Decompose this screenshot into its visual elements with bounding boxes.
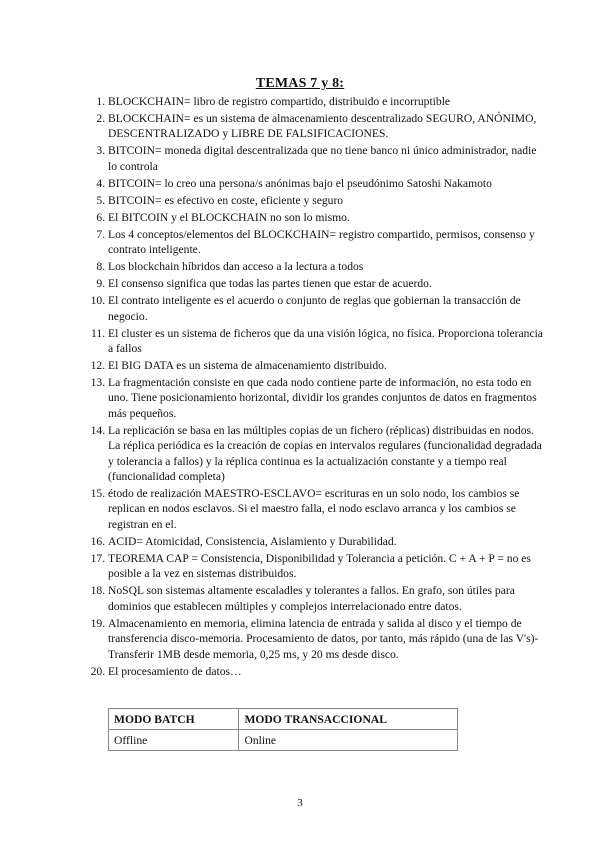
list-item-8: 8. Los blockchain híbridos dan acceso a la lectura a todos	[108, 259, 548, 274]
list-item-12: 12. El BIG DATA es un sistema de almacenamiento distribuido.	[108, 358, 548, 373]
list-item-11: 11. El cluster es un sistema de ficheros que da una visión lógica, no física. Proporciona tolerancia a fallos	[108, 326, 548, 357]
processing-modes-table	[108, 708, 458, 751]
list-item-5: 5. BITCOIN= es efectivo en coste, eficiente y seguro	[108, 193, 548, 208]
cell-batch-value: Offline	[109, 730, 239, 751]
numbered-list	[84, 94, 548, 681]
list-item-17: 17. TEOREMA CAP = Consistencia, Disponibilidad y Tolerancia a petición. C + A + P = no es posible a la vez en sistemas distribuidos.	[108, 551, 548, 582]
page-title: TEMAS 7 y 8:	[255, 76, 345, 91]
list-item-2: 2. BLOCKCHAIN= es un sistema de almacenamiento descentralizado SEGURO, ANÓNIMO, DESCENTRALIZADO y LIBRE DE FALSIFICACIONES.	[108, 111, 548, 142]
list-item-3: 3. BITCOIN= moneda digital descentralizada que no tiene banco ni único administrador, nadie lo controla	[108, 143, 548, 174]
header-cell-batch: MODO BATCH	[109, 709, 239, 730]
list-item-7: 7. Los 4 conceptos/elementos del BLOCKCHAIN= registro compartido, permisos, consenso y contrato inteligente.	[108, 227, 548, 258]
cell-transactional-value: Online	[239, 730, 458, 751]
header-cell-transactional: MODO TRANSACCIONAL	[239, 709, 458, 730]
list-item-14: 14. La replicación se basa en las múltiples copias de un fichero (réplicas) distribuidas en nodos. La réplica periódica es la creación de copias en intervalos regulares (funcionalidad degradada y tolerancia a fallos) y la réplica continua es la actualización constante y a tiempo real (funcionalidad completa)	[108, 423, 548, 485]
list-item-18: 18. NoSQL son sistemas altamente escaladles y tolerantes a fallos. En grafo, son útiles para dominios que establecen múltiples y complejos interrelacionado entre datos.	[108, 583, 548, 614]
page-number: 3	[297, 797, 303, 809]
list-item-6: 6. El BITCOIN y el BLOCKCHAIN no son lo mismo.	[108, 210, 548, 225]
list-item-15: 15. étodo de realización MAESTRO-ESCLAVO= escrituras en un solo nodo, los cambios se replican en nodos esclavos. Si el maestro falla, el nodo esclavo arranca y los cambios se registran en el.	[108, 486, 548, 532]
list-item-19: 19. Almacenamiento en memoria, elimina latencia de entrada y salida al disco y el tiempo de transferencia disco-memoria. Procesamiento de datos, por tanto, más rápido (una de las V's)- Transferir 1MB desde memoria, 0,25 ms, y 20 ms desde disco.	[108, 616, 548, 662]
list-item-1: 1. BLOCKCHAIN= libro de registro compartido, distribuido e incorruptible	[108, 94, 548, 109]
list-item-9: 9. El consenso significa que todas las partes tienen que estar de acuerdo.	[108, 276, 548, 291]
list-item-16: 16. ACID= Atomicidad, Consistencia, Aislamiento y Durabilidad.	[108, 534, 548, 549]
list-item-4: 4. BITCOIN= lo creo una persona/s anónimas bajo el pseudónimo Satoshi Nakamoto	[108, 176, 548, 191]
list-item-13: 13. La fragmentación consiste en que cada nodo contiene parte de información, no esta todo en uno. Tiene posicionamiento horizontal, dividir los grandes conjuntos de datos en fragmentos más pequeños.	[108, 375, 548, 421]
list-item-10: 10. El contrato inteligente es el acuerdo o conjunto de reglas que gobiernan la transacción de negocio.	[108, 293, 548, 324]
list-item-20: 20. El procesamiento de datos…	[108, 664, 548, 679]
table-row	[109, 730, 458, 751]
table-header-row	[109, 709, 458, 730]
